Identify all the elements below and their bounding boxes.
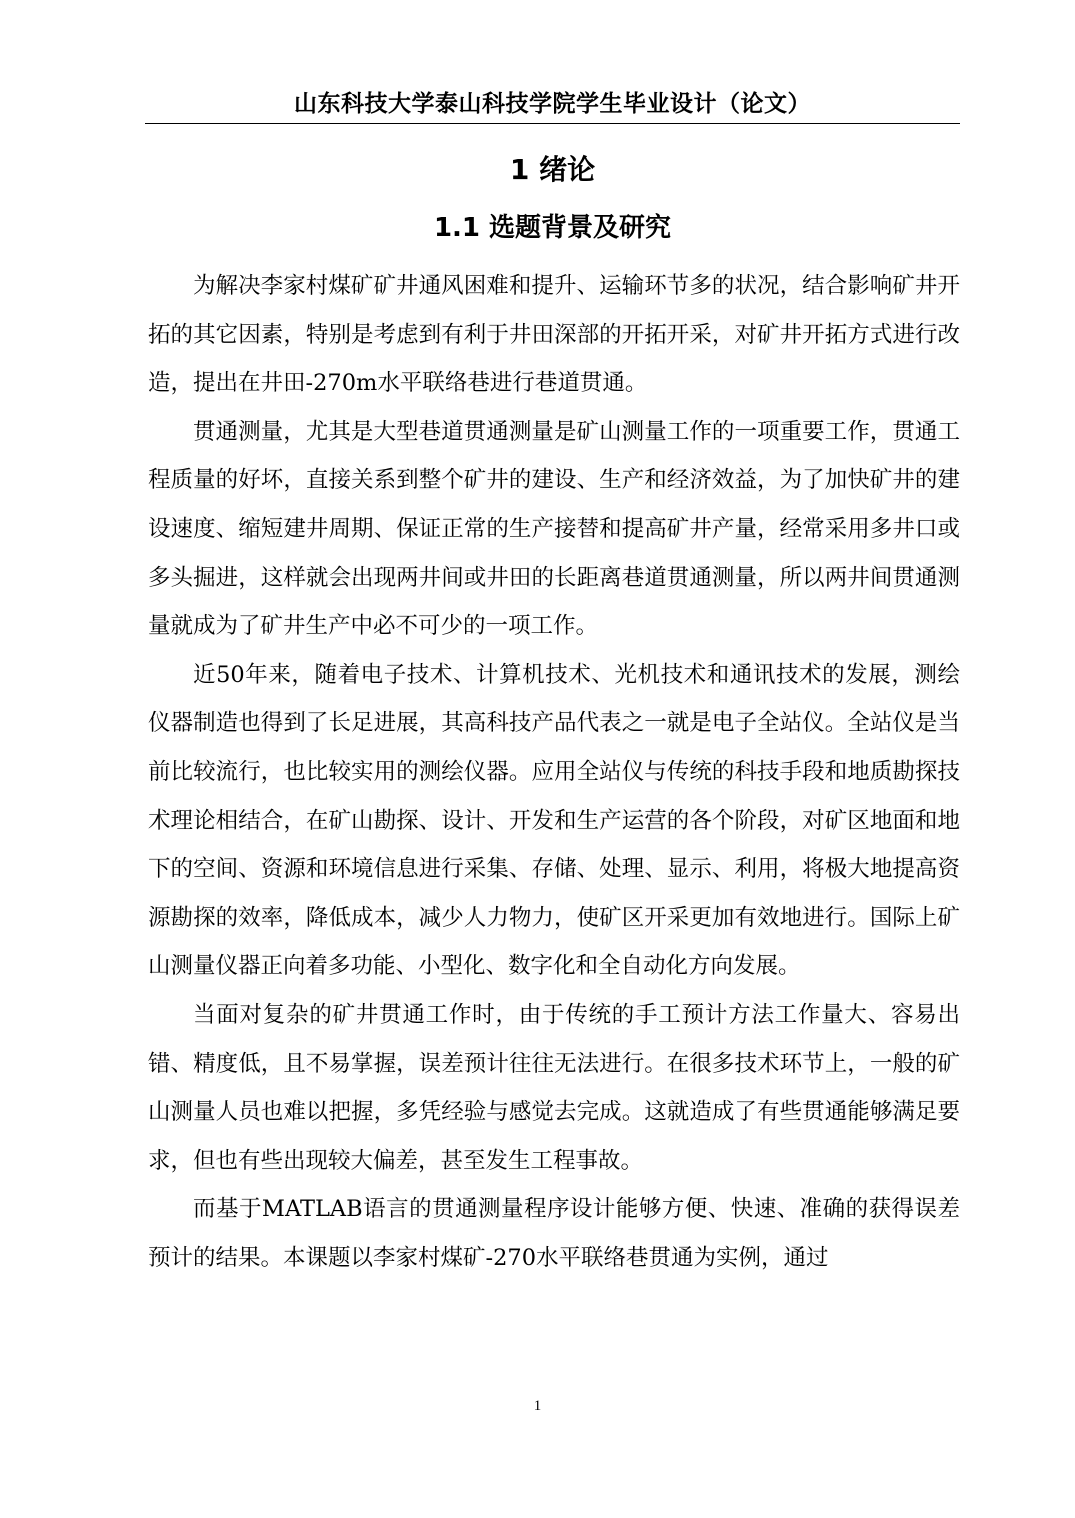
chapter-title: 1 绪论 [509, 153, 596, 186]
paragraph-1: 为解决李家村煤矿矿井通风困难和提升、运输环节多的状况，结合影响矿井开拓的其它因素，特别是考虑到有利于井田深部的开拓开采，对矿井开拓方式进行改造，提出在井田-270m水平联络巷进行巷道贯通。 [148, 273, 960, 397]
paragraph-5: 而基于MATLAB语言的贯通测量程序设计能够方便、快速、准确的获得误差预计的结果。本课题以李家村煤矿-270水平联络巷贯通为实例，通过 [148, 1196, 960, 1271]
paragraph-3: 近50年来，随着电子技术、计算机技术、光机技术和通讯技术的发展，测绘仪器制造也得到了长足进展，其高科技产品代表之一就是电子全站仪。全站仪是当前比较流行，也比较实用的测绘仪器。应用全站仪与传统的科技手段和地质勘探技术理论相结合，在矿山勘探、设计、开发和生产运营的各个阶段，对矿区地面和地下的空间、资源和环境信息进行采集、存储、处理、显示、利用，将极大地提高资源勘探的效率，降低成本，减少人力物力，使矿区开采更加有效地进行。国际上矿山测量仪器正向着多功能、小型化、数字化和全自动化方向发展。 [148, 661, 960, 980]
paragraph-2: 贯通测量，尤其是大型巷道贯通测量是矿山测量工作的一项重要工作，贯通工程质量的好坏，直接关系到整个矿井的建设、生产和经济效益，为了加快矿井的建设速度、缩短建井周期、保证正常的生产接替和提高矿井产量，经常采用多井口或多头掘进，这样就会出现两井间或井田的长距离巷道贯通测量，所以两井间贯通测量就成为了矿井生产中必不可少的一项工作。 [148, 418, 960, 640]
paragraph-4: 当面对复杂的矿井贯通工作时，由于传统的手工预计方法工作量大、容易出错、精度低，且不易掌握，误差预计往往无法进行。在很多技术环节上，一般的矿山测量人员也难以把握，多凭经验与感觉去完成。这就造成了有些贯通能够满足要求，但也有些出现较大偏差，甚至发生工程事故。 [148, 1001, 960, 1174]
page-number: 1 [533, 1398, 542, 1414]
section-title: 1.1 选题背景及研究 [433, 213, 672, 243]
page-header-title: 山东科技大学泰山科技学院学生毕业设计（论文） [294, 91, 811, 117]
body-text [148, 262, 960, 1282]
header-divider [145, 123, 960, 124]
